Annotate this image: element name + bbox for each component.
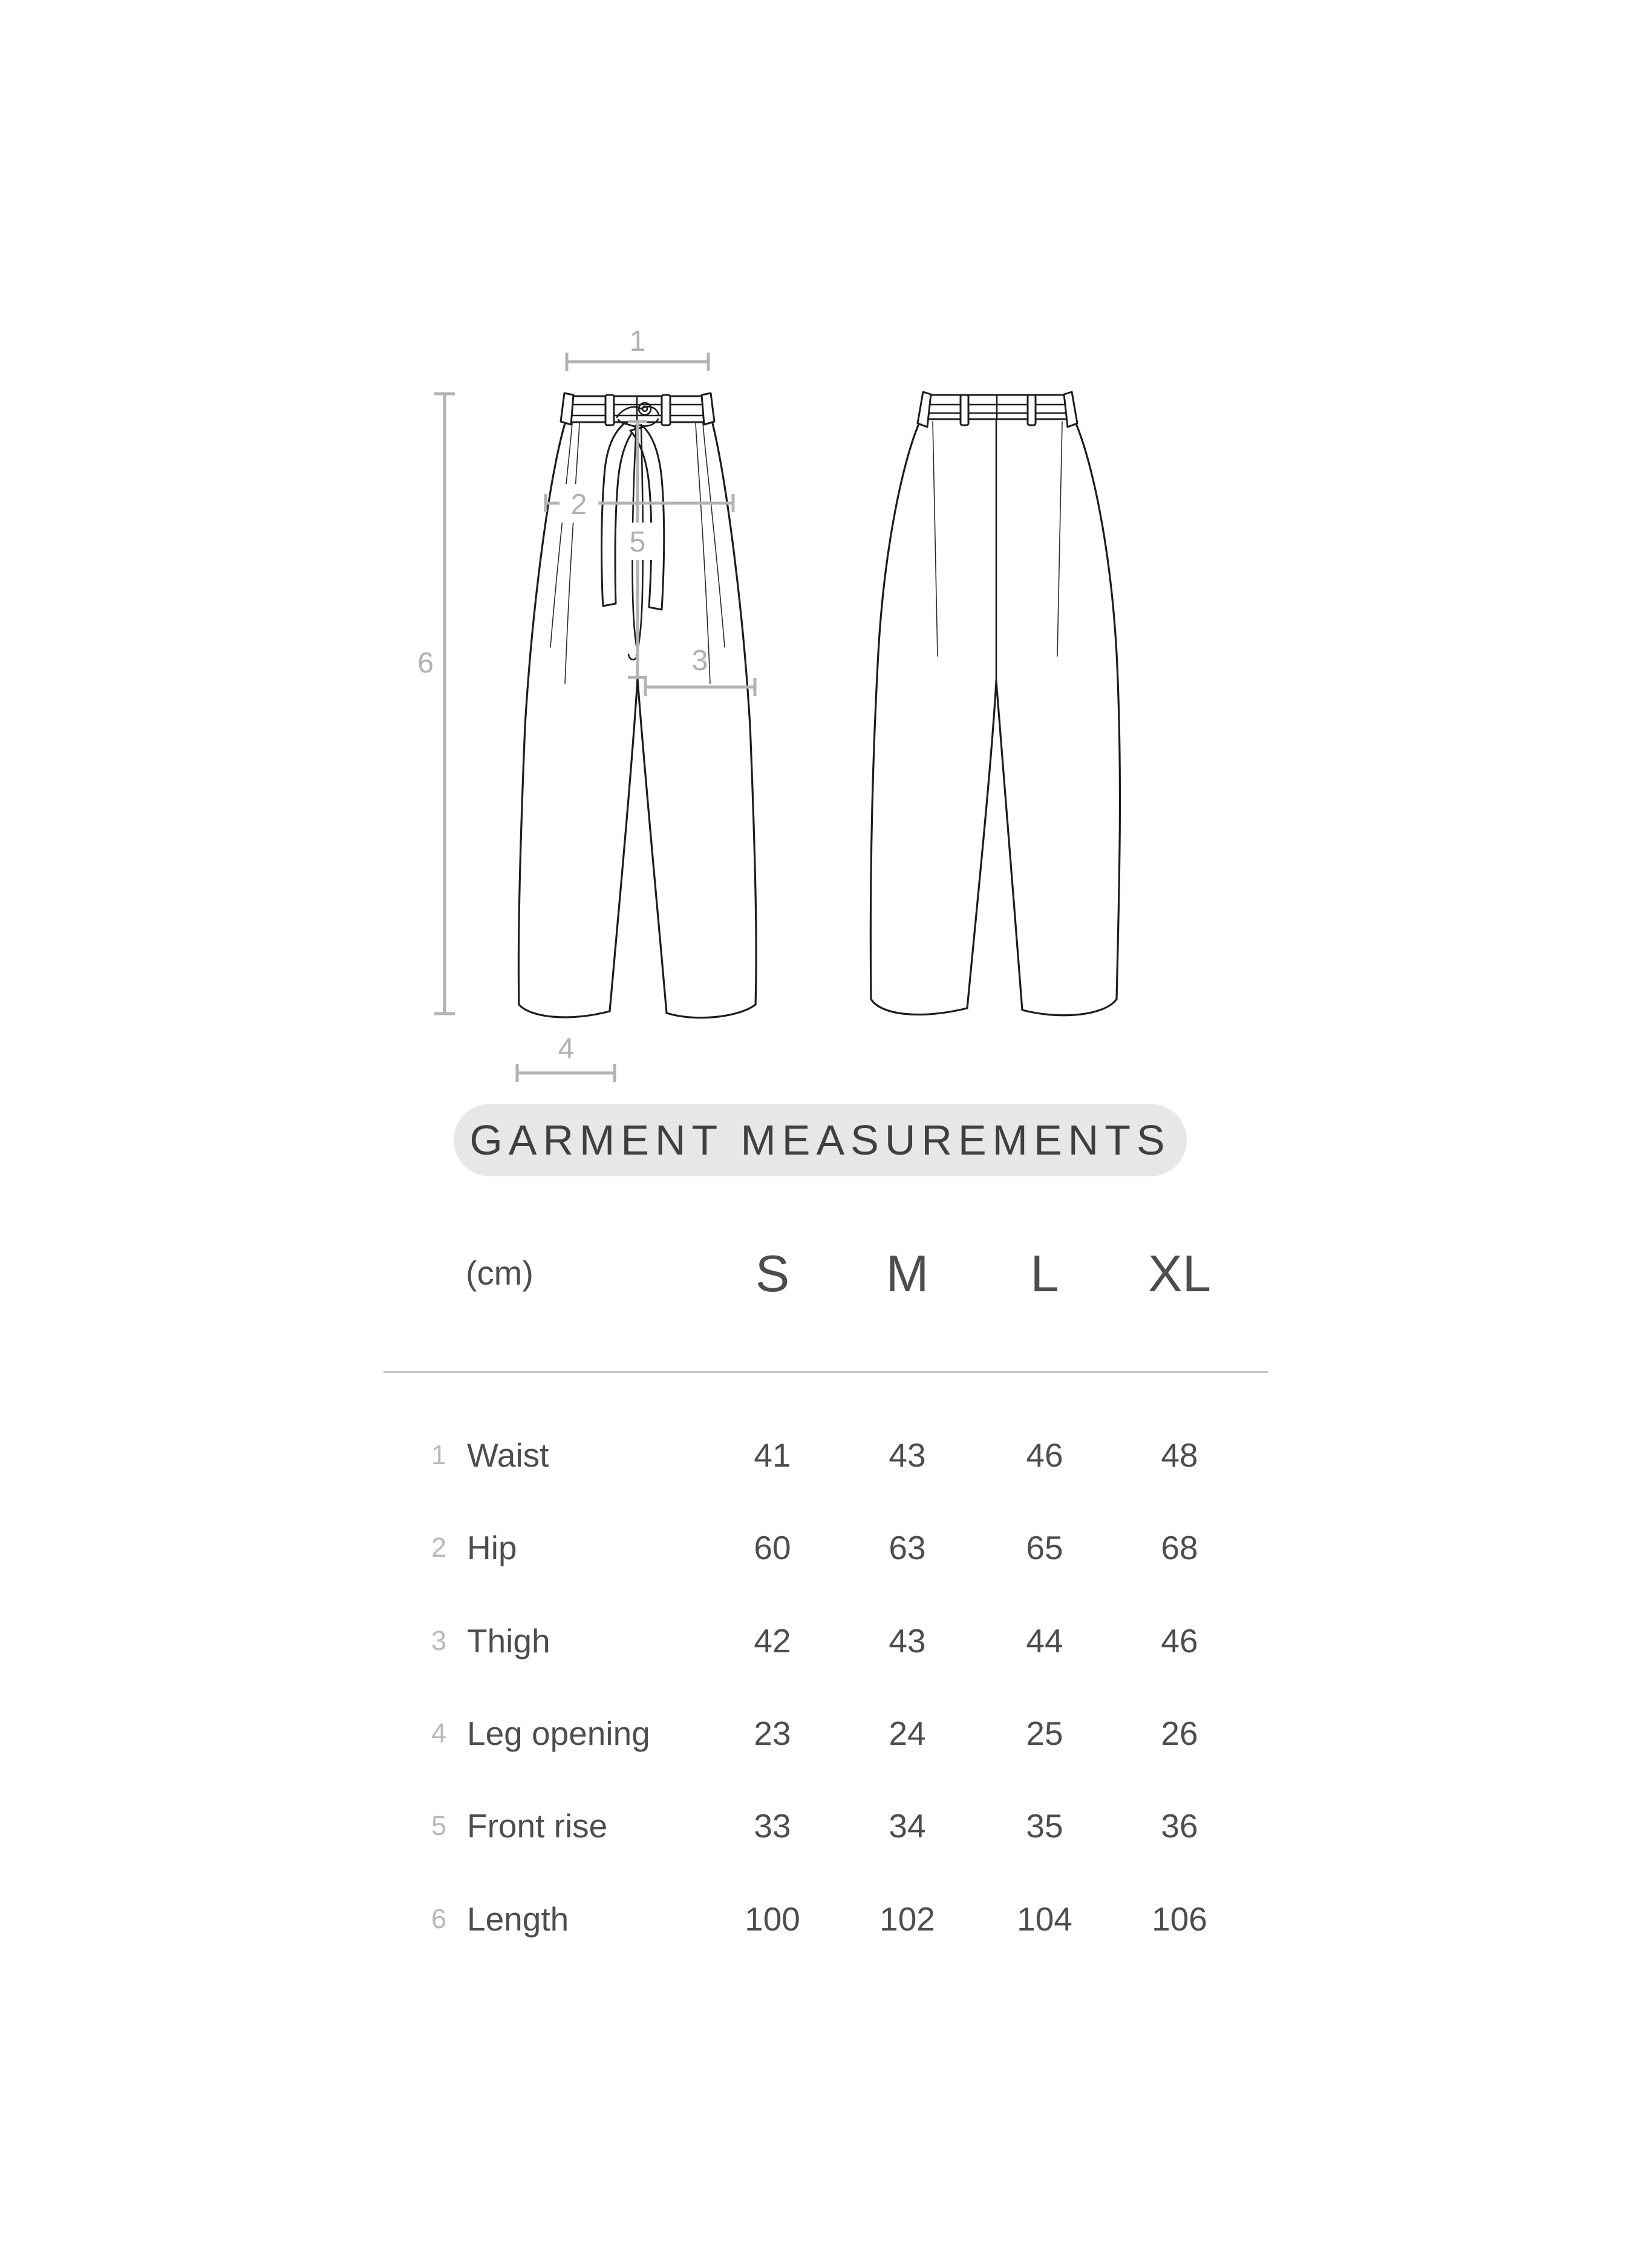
size-value: 48 (1161, 1436, 1198, 1474)
dim-label-2: 2 (570, 489, 587, 521)
front-inseams (610, 679, 667, 1013)
size-header-s: S (755, 1245, 790, 1303)
front-right-hem (667, 1005, 755, 1018)
belt-loop (961, 395, 968, 425)
front-pleat-line (565, 423, 579, 683)
size-value: 43 (889, 1622, 926, 1660)
section-title-badge (454, 1104, 1187, 1176)
dim-label-1: 1 (629, 325, 646, 357)
table-row-length (0, 1900, 1638, 1938)
size-value: 43 (889, 1436, 926, 1474)
dimension-line-1-waist (567, 325, 708, 371)
front-waistband-end-right (702, 393, 714, 425)
unit-label: (cm) (466, 1254, 533, 1292)
row-label: Leg opening (467, 1715, 650, 1752)
size-value: 24 (889, 1715, 926, 1752)
belt-loop (662, 395, 670, 425)
back-waistband-end-left (918, 392, 931, 427)
row-number: 1 (431, 1439, 446, 1470)
front-pleat-line (703, 423, 725, 647)
dimension-line-3-thigh (645, 645, 755, 696)
row-label: Waist (467, 1436, 549, 1474)
size-header-l: L (1030, 1245, 1059, 1303)
row-label: Front rise (467, 1807, 608, 1845)
front-waistband-end-left (561, 393, 573, 425)
row-label: Thigh (467, 1622, 550, 1660)
size-value: 33 (754, 1807, 791, 1845)
back-right-outseam (1076, 424, 1120, 999)
drawstring-ribbon-left (602, 423, 636, 606)
dimension-line-2-hip (546, 484, 733, 523)
back-inseams (967, 681, 1022, 1010)
section-title: GARMENT MEASUREMENTS (469, 1116, 1171, 1164)
dim-label-6: 6 (417, 647, 434, 679)
row-number: 3 (431, 1625, 446, 1656)
back-dart-line (933, 422, 938, 656)
dim-label-3: 3 (691, 645, 708, 677)
size-value: 102 (879, 1900, 935, 1938)
row-number: 4 (431, 1718, 446, 1748)
dim-label-4: 4 (558, 1033, 575, 1065)
pants-back-view (870, 392, 1120, 1015)
table-divider (383, 1371, 1268, 1373)
dim-label-5: 5 (629, 526, 646, 558)
size-header-xl: XL (1148, 1245, 1211, 1303)
table-row-hip (0, 1529, 1638, 1566)
size-value: 46 (1161, 1622, 1198, 1660)
size-value: 104 (1017, 1900, 1072, 1938)
size-value: 41 (754, 1436, 791, 1474)
size-value: 68 (1161, 1529, 1198, 1566)
size-header-m: M (886, 1245, 929, 1303)
size-value: 44 (1026, 1622, 1063, 1660)
size-value: 36 (1161, 1807, 1198, 1845)
back-waistband-end-right (1064, 392, 1077, 427)
size-value: 26 (1161, 1715, 1198, 1752)
size-value: 42 (754, 1622, 791, 1660)
size-value: 100 (745, 1900, 800, 1938)
front-left-hem (519, 1005, 610, 1017)
table-row-front-rise (0, 1807, 1638, 1845)
front-pleat-line (550, 423, 572, 647)
dimension-line-4-leg-opening (517, 1033, 615, 1082)
size-value: 35 (1026, 1807, 1063, 1845)
row-label: Length (467, 1900, 569, 1938)
row-number: 5 (431, 1810, 446, 1841)
size-value: 25 (1026, 1715, 1063, 1752)
row-number: 6 (431, 1903, 446, 1934)
size-value: 63 (889, 1529, 926, 1566)
table-row-waist (0, 1436, 1638, 1474)
row-number: 2 (431, 1532, 446, 1563)
back-left-outseam (870, 424, 919, 999)
back-right-hem (1022, 999, 1117, 1015)
front-left-outseam (518, 423, 565, 1005)
belt-loop (1028, 395, 1036, 425)
size-value: 60 (754, 1529, 791, 1566)
back-dart-line (1057, 422, 1062, 656)
size-value: 23 (754, 1715, 791, 1752)
table-row-leg-opening (0, 1715, 1638, 1752)
size-value: 65 (1026, 1529, 1063, 1566)
back-left-hem (871, 999, 967, 1014)
size-value: 34 (889, 1807, 926, 1845)
row-label: Hip (467, 1529, 517, 1566)
dimension-line-6-length (417, 394, 455, 1014)
belt-loop (605, 395, 614, 425)
size-value: 106 (1152, 1900, 1207, 1938)
size-value: 46 (1026, 1436, 1063, 1474)
table-row-thigh (0, 1622, 1638, 1660)
